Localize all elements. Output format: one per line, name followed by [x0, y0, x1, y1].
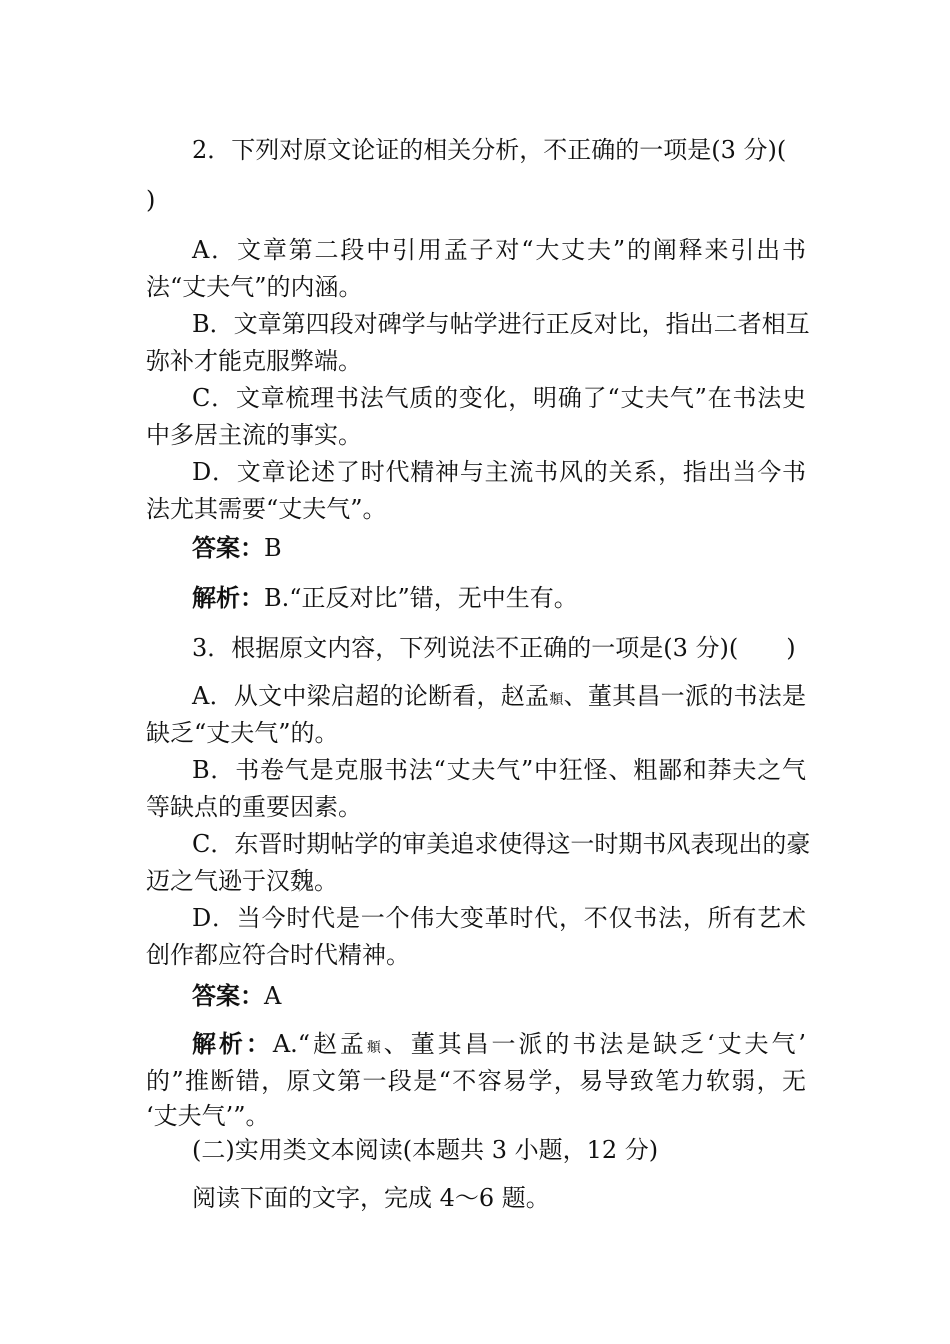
q3-analysis-line2: 的”推断错，原文第一段是“不容易学，易导致笔力软弱，无: [146, 1067, 806, 1095]
q2-answer: [192, 530, 806, 566]
q3-option-b-line2: 等缺点的重要因素。: [146, 793, 362, 821]
q3-option-a-text-b: 、董其昌一派的书法是: [563, 682, 807, 710]
q3-option-c-line2: 迈之气逊于汉魏。: [146, 867, 338, 895]
answer-label: 答案：: [192, 533, 264, 562]
q2-option-c-line1: C．文章梳理书法气质的变化，明确了“丈夫气”在书法史: [192, 384, 806, 412]
answer-value: B: [264, 534, 282, 562]
answer-label: 答案：: [192, 981, 264, 1010]
q2-option-b-line2: 弥补才能克服弊端。: [146, 347, 362, 375]
section-instruction: 阅读下面的文字，完成 4～6 题。: [192, 1184, 550, 1212]
q3-option-a-line1: [192, 678, 806, 718]
q3-analysis-line3: ‘丈夫气’”。: [146, 1102, 270, 1130]
q2-option-b-line1: B．文章第四段对碑学与帖学进行正反对比，指出二者相互: [192, 310, 810, 338]
q3-option-a-rare-glyph: 頫: [549, 692, 564, 708]
q3-option-c-line1: C．东晋时期帖学的审美追求使得这一时期书风表现出的豪: [192, 830, 811, 858]
q3-option-a-line2: 缺乏“丈夫气”的。: [146, 719, 339, 747]
analysis-label: 解析：: [192, 583, 264, 612]
section-heading: (二)实用类文本阅读(本题共 3 小题，12 分): [192, 1136, 659, 1164]
q3-analysis-text-a: A.“赵孟: [272, 1030, 367, 1058]
q3-option-a-text-a: A．从文中梁启超的论断看，赵孟: [192, 682, 550, 710]
q3-analysis-line1: [192, 1026, 806, 1066]
q2-analysis: [192, 580, 806, 616]
q2-option-a-line2: 法“丈夫气”的内涵。: [146, 273, 363, 301]
q3-answer: [192, 978, 806, 1014]
analysis-text: B.“正反对比”错，无中生有。: [264, 584, 578, 612]
analysis-label: 解析：: [192, 1029, 273, 1058]
q2-option-a-line1: A．文章第二段中引用孟子对“大丈夫”的阐释来引出书: [192, 236, 806, 264]
q2-stem-line2: ): [146, 186, 156, 214]
q3-option-d-line1: D．当今时代是一个伟大变革时代，不仅书法，所有艺术: [192, 904, 806, 932]
answer-value: A: [264, 982, 282, 1010]
q2-option-d-line1: D．文章论述了时代精神与主流书风的关系，指出当今书: [192, 458, 806, 486]
q3-option-d-line2: 创作都应符合时代精神。: [146, 941, 410, 969]
q2-stem-line1: 2．下列对原文论证的相关分析，不正确的一项是(3 分)(: [192, 136, 787, 164]
q3-stem: 3．根据原文内容，下列说法不正确的一项是(3 分)( ): [192, 634, 796, 662]
q3-analysis-rare-glyph: 頫: [366, 1040, 384, 1056]
q2-option-d-line2: 法尤其需要“丈夫气”。: [146, 495, 387, 523]
q3-option-b-line1: B．书卷气是克服书法“丈夫气”中狂怪、粗鄙和莽夫之气: [192, 756, 806, 784]
q2-option-c-line2: 中多居主流的事实。: [146, 421, 362, 449]
q3-analysis-text-b: 、董其昌一派的书法是缺乏‘丈夫气’: [383, 1030, 807, 1058]
